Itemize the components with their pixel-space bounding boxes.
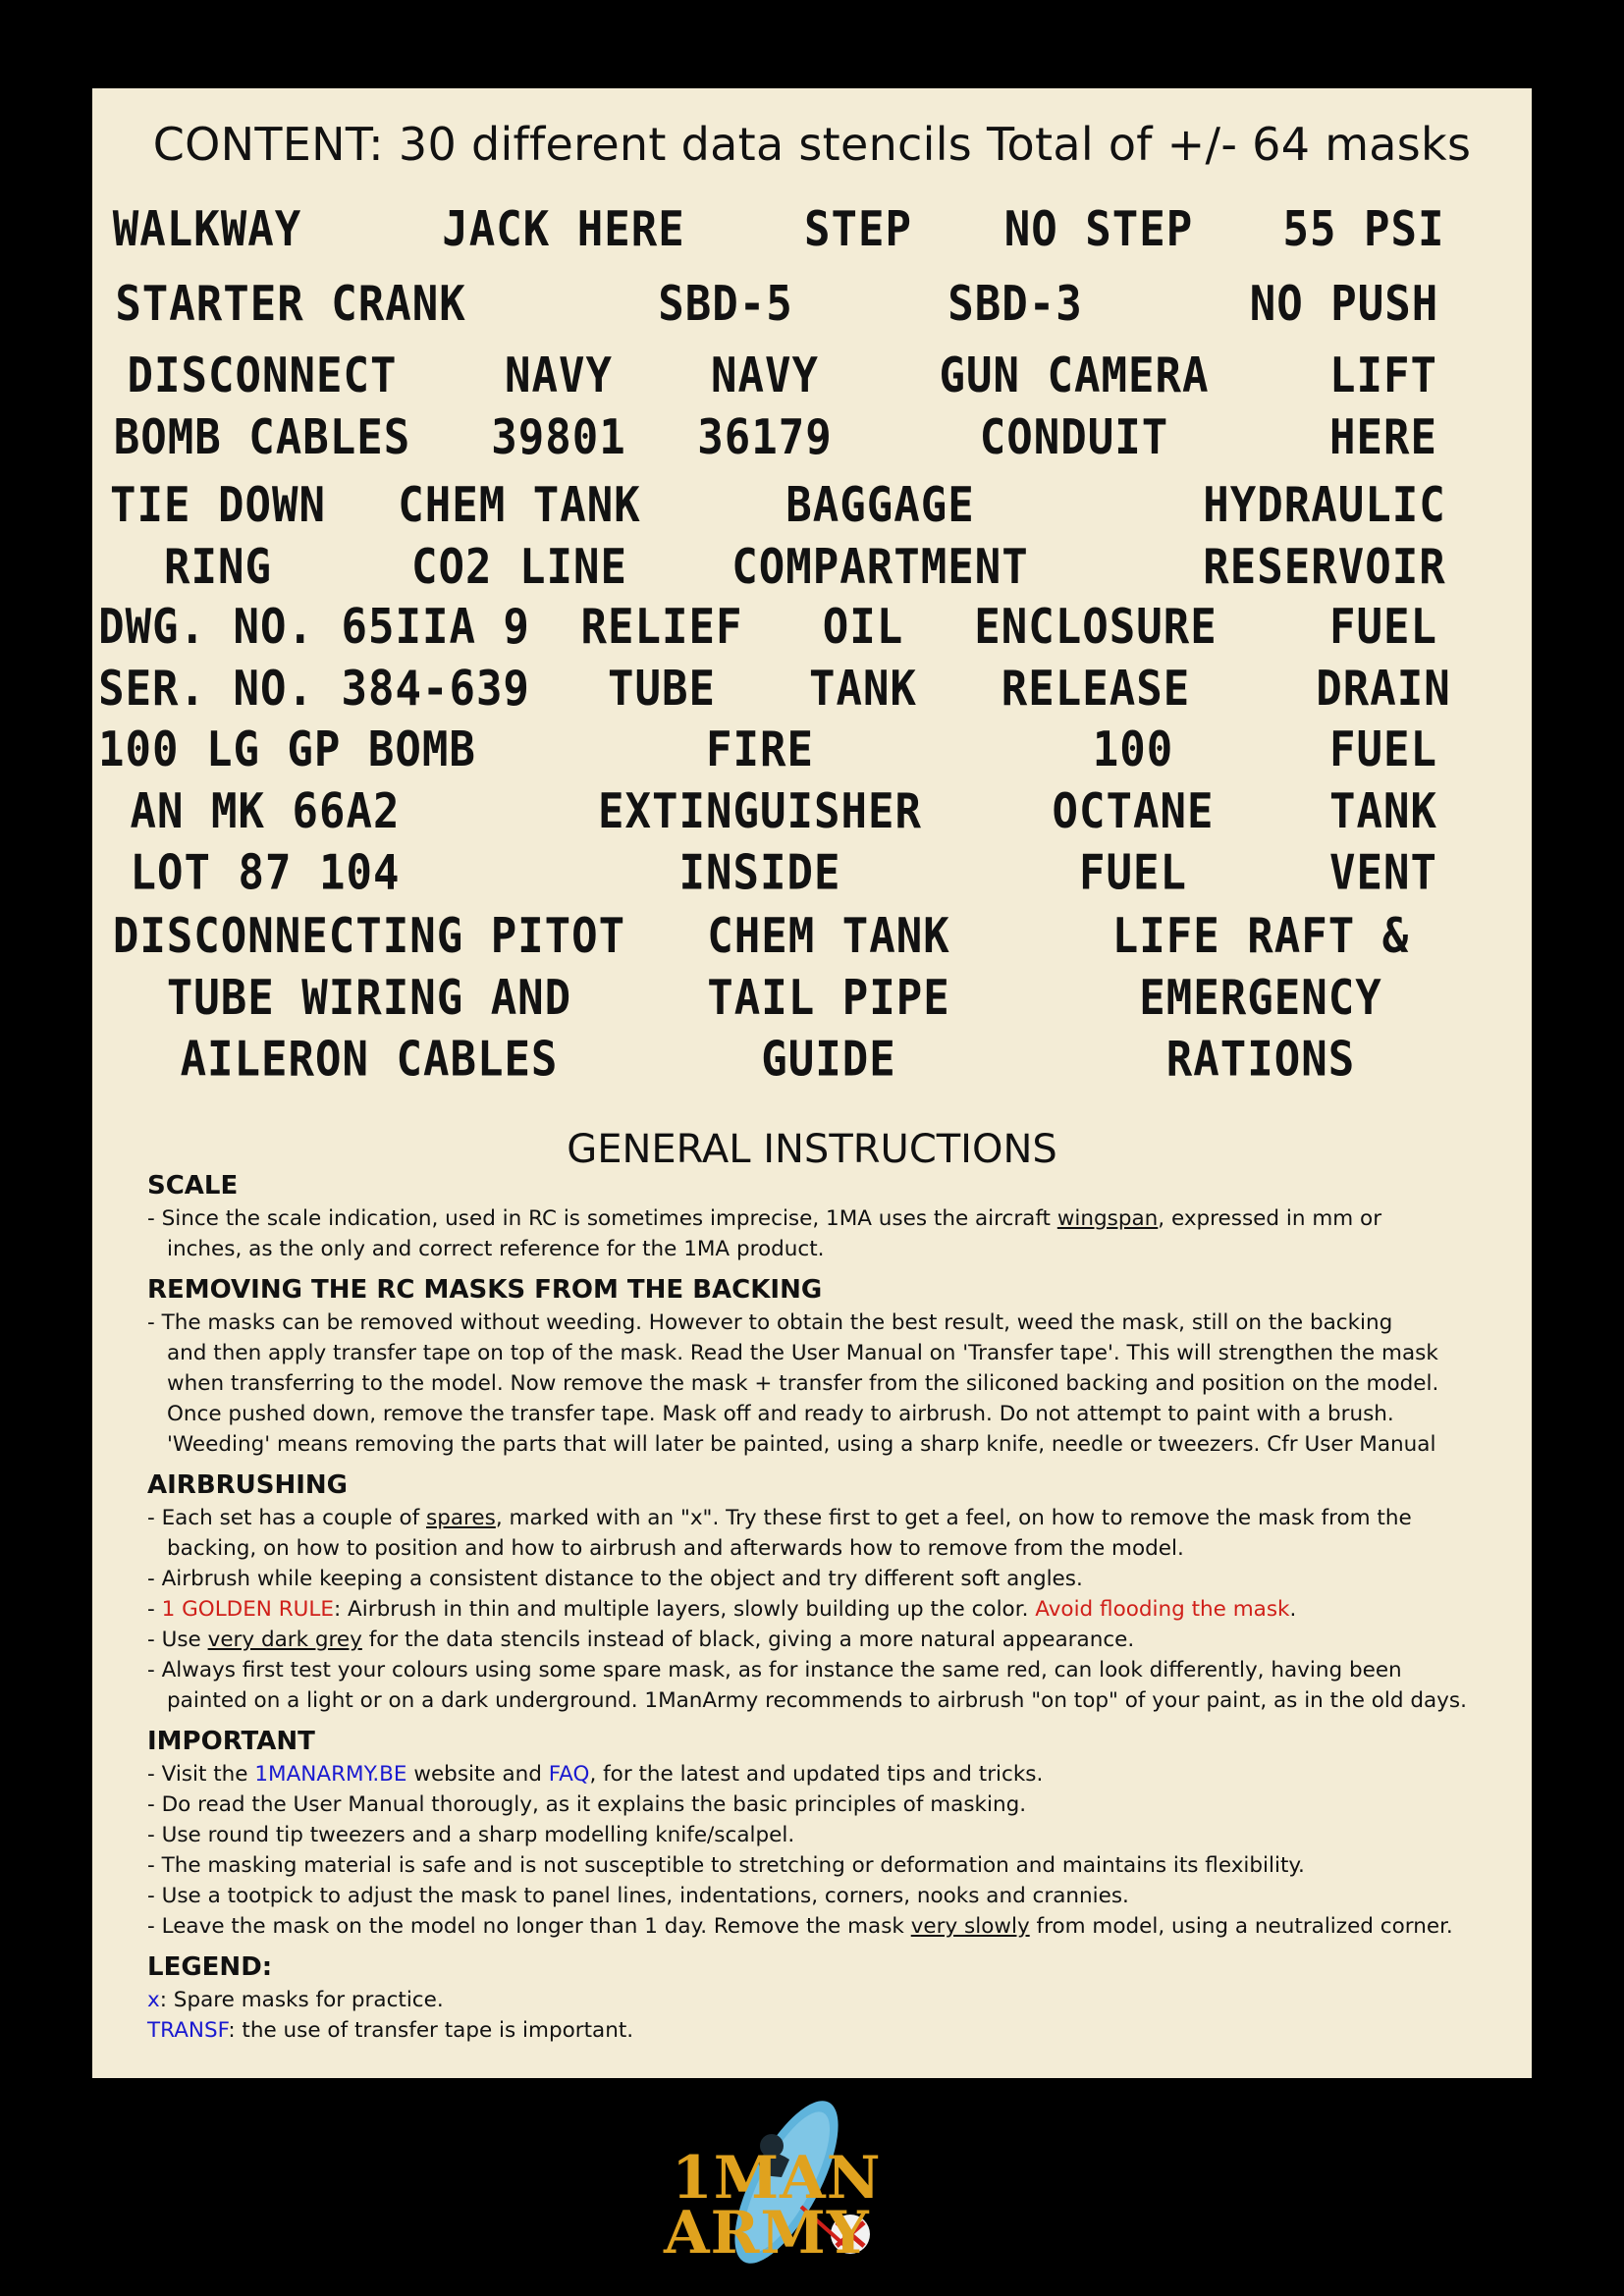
scale-heading: SCALE [147,1171,239,1201]
stencil-100-lg-gp-bomb: 100 LG GP BOMB AN MK 66A2 LOT 87 104 [98,721,476,901]
airbrushing-item-2: - Airbrush while keeping a consistent distance to the object and try different soft angles. [147,1567,1083,1591]
removing-heading: REMOVING THE RC MASKS FROM THE BACKING [147,1275,823,1305]
stencil-tie-down-ring: TIE DOWN RING [110,477,326,596]
faq-link[interactable]: FAQ [548,1762,590,1787]
brand-logo [664,2099,909,2266]
stencil-dwg-ser-no: DWG. NO. 65IIA 9 SER. NO. 384-639 [98,599,530,718]
stencil-sbd-5: SBD-5 [658,276,793,333]
stencil-hydraulic-reservoir: HYDRAULIC RESERVOIR [1203,477,1446,596]
important-item-6: - Leave the mask on the model no longer than 1 day. Remove the mask very slowly from model, using a neutralized corner. [147,1914,1453,1939]
scale-text: - Since the scale indication, used in RC is sometimes imprecise, 1MA uses the aircraft wingspan, expressed in mm or inches, as the only and correct reference for the 1MA product. [147,1206,1382,1261]
important-item-3: - Use round tip tweezers and a sharp modelling knife/scalpel. [147,1823,795,1847]
general-instructions-title: GENERAL INSTRUCTIONS [567,1127,1057,1172]
airbrushing-item-5: - Always first test your colours using some spare mask, as for instance the same red, can look differently, having been painted on a light or on a dark underground. 1ManArmy recommends to airbrush "on top" of your paint, as in the old days. [147,1658,1467,1713]
airbrushing-item-4: - Use very dark grey for the data stencils instead of black, giving a more natural appearance. [147,1628,1135,1652]
stencil-baggage-compartment: BAGGAGE COMPARTMENT [731,477,1029,596]
stencil-life-raft: LIFE RAFT & EMERGENCY RATIONS [1111,908,1410,1088]
important-item-4: - The masking material is safe and is not susceptible to stretching or deformation and maintains its flexibility. [147,1853,1305,1878]
golden-rule-label: 1 GOLDEN RULE [161,1597,334,1622]
stencil-oil-tank: OIL TANK [809,599,917,718]
instructions-body [147,1168,1522,2046]
airbrushing-heading: AIRBRUSHING [147,1470,349,1500]
stencil-no-step: NO STEP [1003,201,1194,258]
stencil-100-octane-fuel: 100 OCTANE FUEL [1052,721,1215,901]
stencil-sheet [92,88,1532,2078]
stencil-starter-crank: STARTER CRANK [115,276,466,333]
stencil-55-psi: 55 PSI [1282,201,1445,258]
airbrushing-item-3: - 1 GOLDEN RULE: Airbrush in thin and multiple layers, slowly building up the color. Avoid flooding the mask. [147,1597,1297,1622]
legend-transf: TRANSF: the use of transfer tape is important. [147,2018,634,2043]
legend-x: x: Spare masks for practice. [147,1988,444,2012]
stencil-no-push: NO PUSH [1249,276,1439,333]
important-heading: IMPORTANT [147,1727,315,1756]
stencil-step: STEP [804,201,912,258]
stencil-fuel-drain: FUEL DRAIN [1316,599,1451,718]
important-item-2: - Do read the User Manual thorougly, as it explains the basic principles of masking. [147,1792,1027,1817]
logo-text-line1: 1MAN [672,2144,882,2213]
stencil-navy-39801: NAVY 39801 [491,347,626,466]
stencil-disconnect-bomb-cables: DISCONNECT BOMB CABLES [113,347,411,466]
stencil-enclosure-release: ENCLOSURE RELEASE [974,599,1218,718]
stencil-relief-tube: RELIEF TUBE [580,599,743,718]
airbrushing-item-1: - Each set has a couple of spares, marked with an "x". Try these first to get a feel, on how to remove the mask from the backing, on how to position and how to airbrush and afterwards how to remove from the model. [147,1506,1412,1561]
stencil-jack-here: JACK HERE [442,201,685,258]
avoid-flooding-warning: Avoid flooding the mask [1035,1597,1290,1622]
stencil-fuel-tank-vent: FUEL TANK VENT [1329,721,1437,901]
website-link[interactable]: 1MANARMY.BE [254,1762,407,1787]
important-item-1: - Visit the 1MANARMY.BE website and FAQ, for the latest and updated tips and tricks. [147,1762,1044,1787]
stencil-walkway: WALKWAY [112,201,302,258]
content-title: CONTENT: 30 different data stencils Total of +/- 64 masks [152,118,1472,171]
important-item-5: - Use a tootpick to adjust the mask to panel lines, indentations, corners, nooks and crannies. [147,1884,1129,1908]
stencil-gun-camera-conduit: GUN CAMERA CONDUIT [939,347,1210,466]
stencil-chem-tank-co2-line: CHEM TANK CO2 LINE [398,477,641,596]
stencil-sbd-3: SBD-3 [947,276,1083,333]
logo-text-line2: ARMY [664,2199,870,2268]
stencil-disconnecting-pitot: DISCONNECTING PITOT TUBE WIRING AND AILERON CABLES [112,908,626,1088]
removing-text: - The masks can be removed without weeding. However to obtain the best result, weed the mask, still on the backing and then apply transfer tape on top of the mask. Read the User Manual on 'Transfer tape'. This will strengthen the mask when transferring to the model. Now remove the mask + transfer from the siliconed backing and position on the model. Once pushed down, remove the transfer tape. Mask off and ready to airbrush. Do not attempt to paint with a brush. 'Weeding' means removing the parts that will later be painted, using a sharp knife, needle or tweezers. Cfr User Manual [147,1310,1439,1457]
legend-heading: LEGEND: [147,1952,273,1982]
stencil-navy-36179: NAVY 36179 [697,347,833,466]
stencil-chem-tank-tail-pipe: CHEM TANK TAIL PIPE GUIDE [707,908,950,1088]
stencil-lift-here: LIFT HERE [1329,347,1437,466]
stencil-fire-extinguisher-inside: FIRE EXTINGUISHER INSIDE [598,721,922,901]
